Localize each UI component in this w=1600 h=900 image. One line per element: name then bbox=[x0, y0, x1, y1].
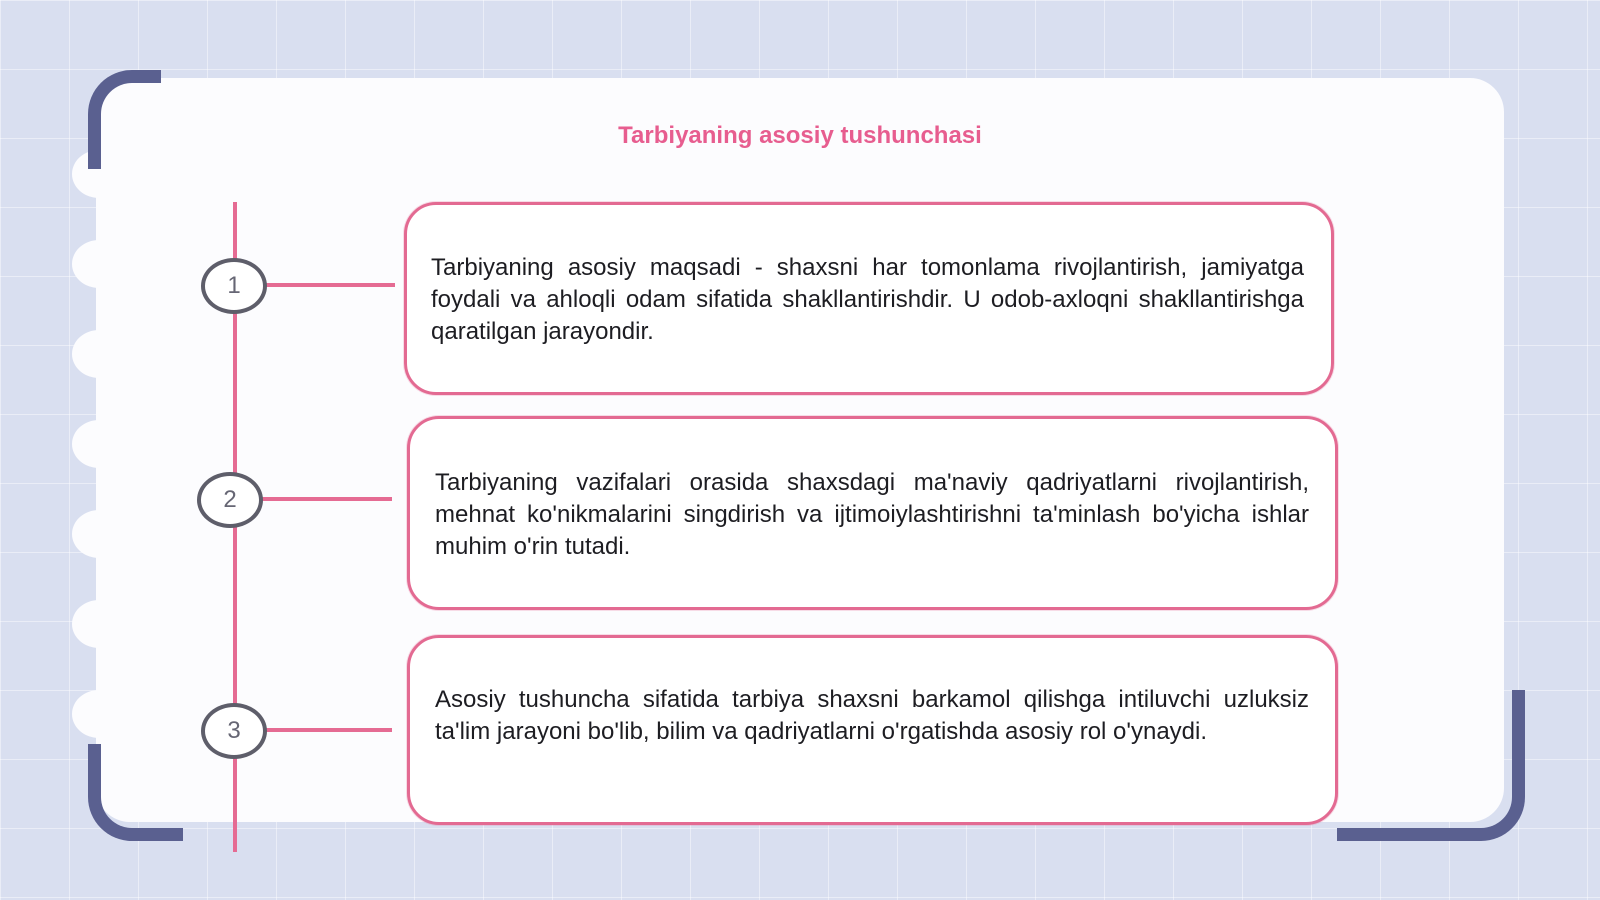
card-edge-scallop bbox=[72, 690, 126, 738]
card-edge-scallop bbox=[72, 240, 126, 288]
card-edge-scallop bbox=[72, 330, 126, 378]
corner-bracket-bottom-right bbox=[1337, 690, 1525, 841]
step-1-connector bbox=[265, 283, 395, 287]
step-2-connector bbox=[262, 497, 392, 501]
corner-bracket-bottom-left bbox=[88, 744, 183, 841]
step-1-number-badge bbox=[201, 258, 267, 314]
slide-title: Tarbiyaning asosiy tushunchasi bbox=[618, 122, 982, 149]
step-3-connector bbox=[265, 728, 392, 732]
step-1-text: Tarbiyaning asosiy maqsadi - shaxsni har tomonlama rivojlantirish, jamiyatga foydali va ahloqli odam sifatida shakllantirishdir. U odob-axloqni shakllantirishga qaratilgan jarayondir. bbox=[431, 254, 1304, 345]
step-2-number-badge bbox=[197, 472, 263, 528]
step-3-number: 3 bbox=[227, 717, 241, 744]
step-3-number-badge bbox=[201, 703, 267, 759]
step-1-number: 1 bbox=[227, 272, 241, 299]
card-edge-scallop bbox=[72, 420, 126, 468]
card-edge-scallop bbox=[72, 600, 126, 648]
step-3-text: Asosiy tushuncha sifatida tarbiya shaxsni barkamol qilishga intiluvchi uzluksiz ta'lim jarayoni bo'lib, bilim va qadriyatlarni o'rgatishda asosiy rol o'ynaydi. bbox=[435, 686, 1309, 745]
corner-bracket-top-left bbox=[88, 70, 161, 169]
step-2-number: 2 bbox=[223, 486, 237, 513]
step-2-text: Tarbiyaning vazifalari orasida shaxsdagi ma'naviy qadriyatlarni rivojlantirish, mehnat ko'nikmalarini singdirish va ijtimoiylashtirishni ta'minlash bo'yicha ishlar muhim o'rin tutadi. bbox=[435, 469, 1309, 560]
card-edge-scallop bbox=[72, 510, 126, 558]
